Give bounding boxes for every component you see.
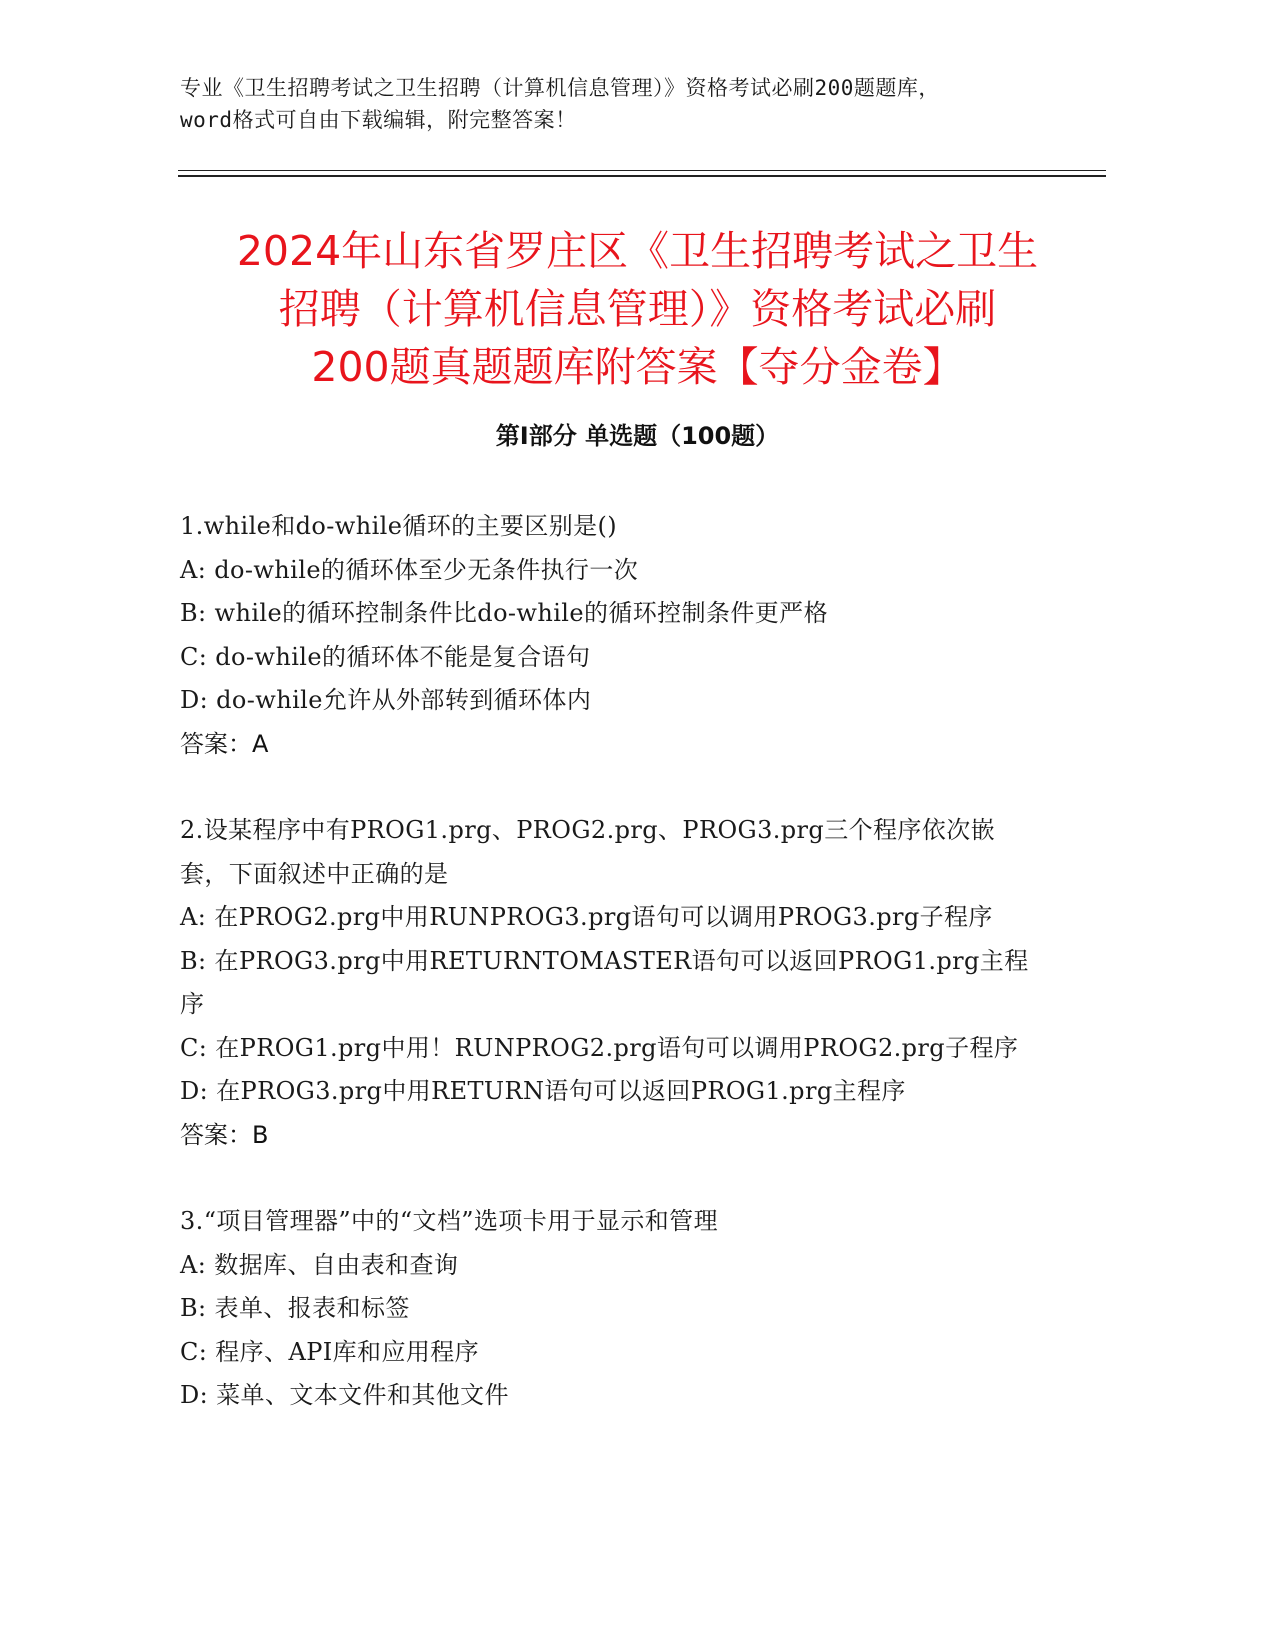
answer-option: B: 表单、报表和标签 — [180, 1294, 410, 1322]
header-note-line: 专业《卫生招聘考试之卫生招聘（计算机信息管理）》资格考试必刷200题题库， — [180, 76, 940, 100]
section-title: 第Ⅰ部分 单选题（100题） — [495, 422, 780, 450]
answer-option: A: 数据库、自由表和查询 — [180, 1250, 459, 1279]
title-line: 200题真题题库附答案【夺分金卷】 — [311, 343, 964, 391]
question-stem: 套，下面叙述中正确的是 — [180, 859, 449, 888]
header-divider-thick — [178, 175, 1106, 177]
answer-option: A: do-while的循环体至少无条件执行一次 — [180, 555, 639, 584]
title-line: 招聘（计算机信息管理）》资格考试必刷 — [278, 285, 997, 333]
title-line: 2024年山东省罗庄区《卫生招聘考试之卫生 — [236, 227, 1039, 275]
question-list — [180, 505, 1060, 1461]
answer-option: D: 在PROG3.prg中用RETURN语句可以返回PROG1.prg主程序 — [180, 1077, 906, 1105]
answer-key: 答案：A — [180, 729, 269, 758]
question-item — [180, 809, 1060, 1157]
answer-option: D: 菜单、文本文件和其他文件 — [180, 1381, 509, 1409]
answer-option: B: 在PROG3.prg中用RETURNTOMASTER语句可以返回PROG1.prg主程 — [180, 946, 1029, 975]
answer-option: A: 在PROG2.prg中用RUNPROG3.prg语句可以调用PROG3.prg子程序 — [180, 903, 993, 931]
header-divider-thin — [178, 170, 1106, 171]
answer-option: D: do-while允许从外部转到循环体内 — [180, 686, 592, 714]
question-item — [180, 1200, 1060, 1418]
answer-option: C: do-while的循环体不能是复合语句 — [180, 642, 591, 671]
answer-option: 序 — [180, 990, 205, 1018]
answer-option: B: while的循环控制条件比do-while的循环控制条件更严格 — [180, 599, 828, 627]
answer-option: C: 程序、API库和应用程序 — [180, 1337, 480, 1366]
answer-option: C: 在PROG1.prg中用！RUNPROG2.prg语句可以调用PROG2.prg子程序 — [180, 1033, 1019, 1062]
question-stem: 1.while和do-while循环的主要区别是() — [180, 512, 618, 540]
question-stem: 2.设某程序中有PROG1.prg、PROG2.prg、PROG3.prg三个程序依次嵌 — [180, 816, 995, 844]
answer-key: 答案：B — [180, 1120, 269, 1149]
header-note — [180, 72, 1100, 136]
question-stem: 3.“项目管理器”中的“文档”选项卡用于显示和管理 — [180, 1207, 718, 1235]
question-item — [180, 505, 1060, 766]
header-note-line: word格式可自由下载编辑，附完整答案！ — [180, 108, 577, 132]
document-title — [150, 222, 1125, 396]
